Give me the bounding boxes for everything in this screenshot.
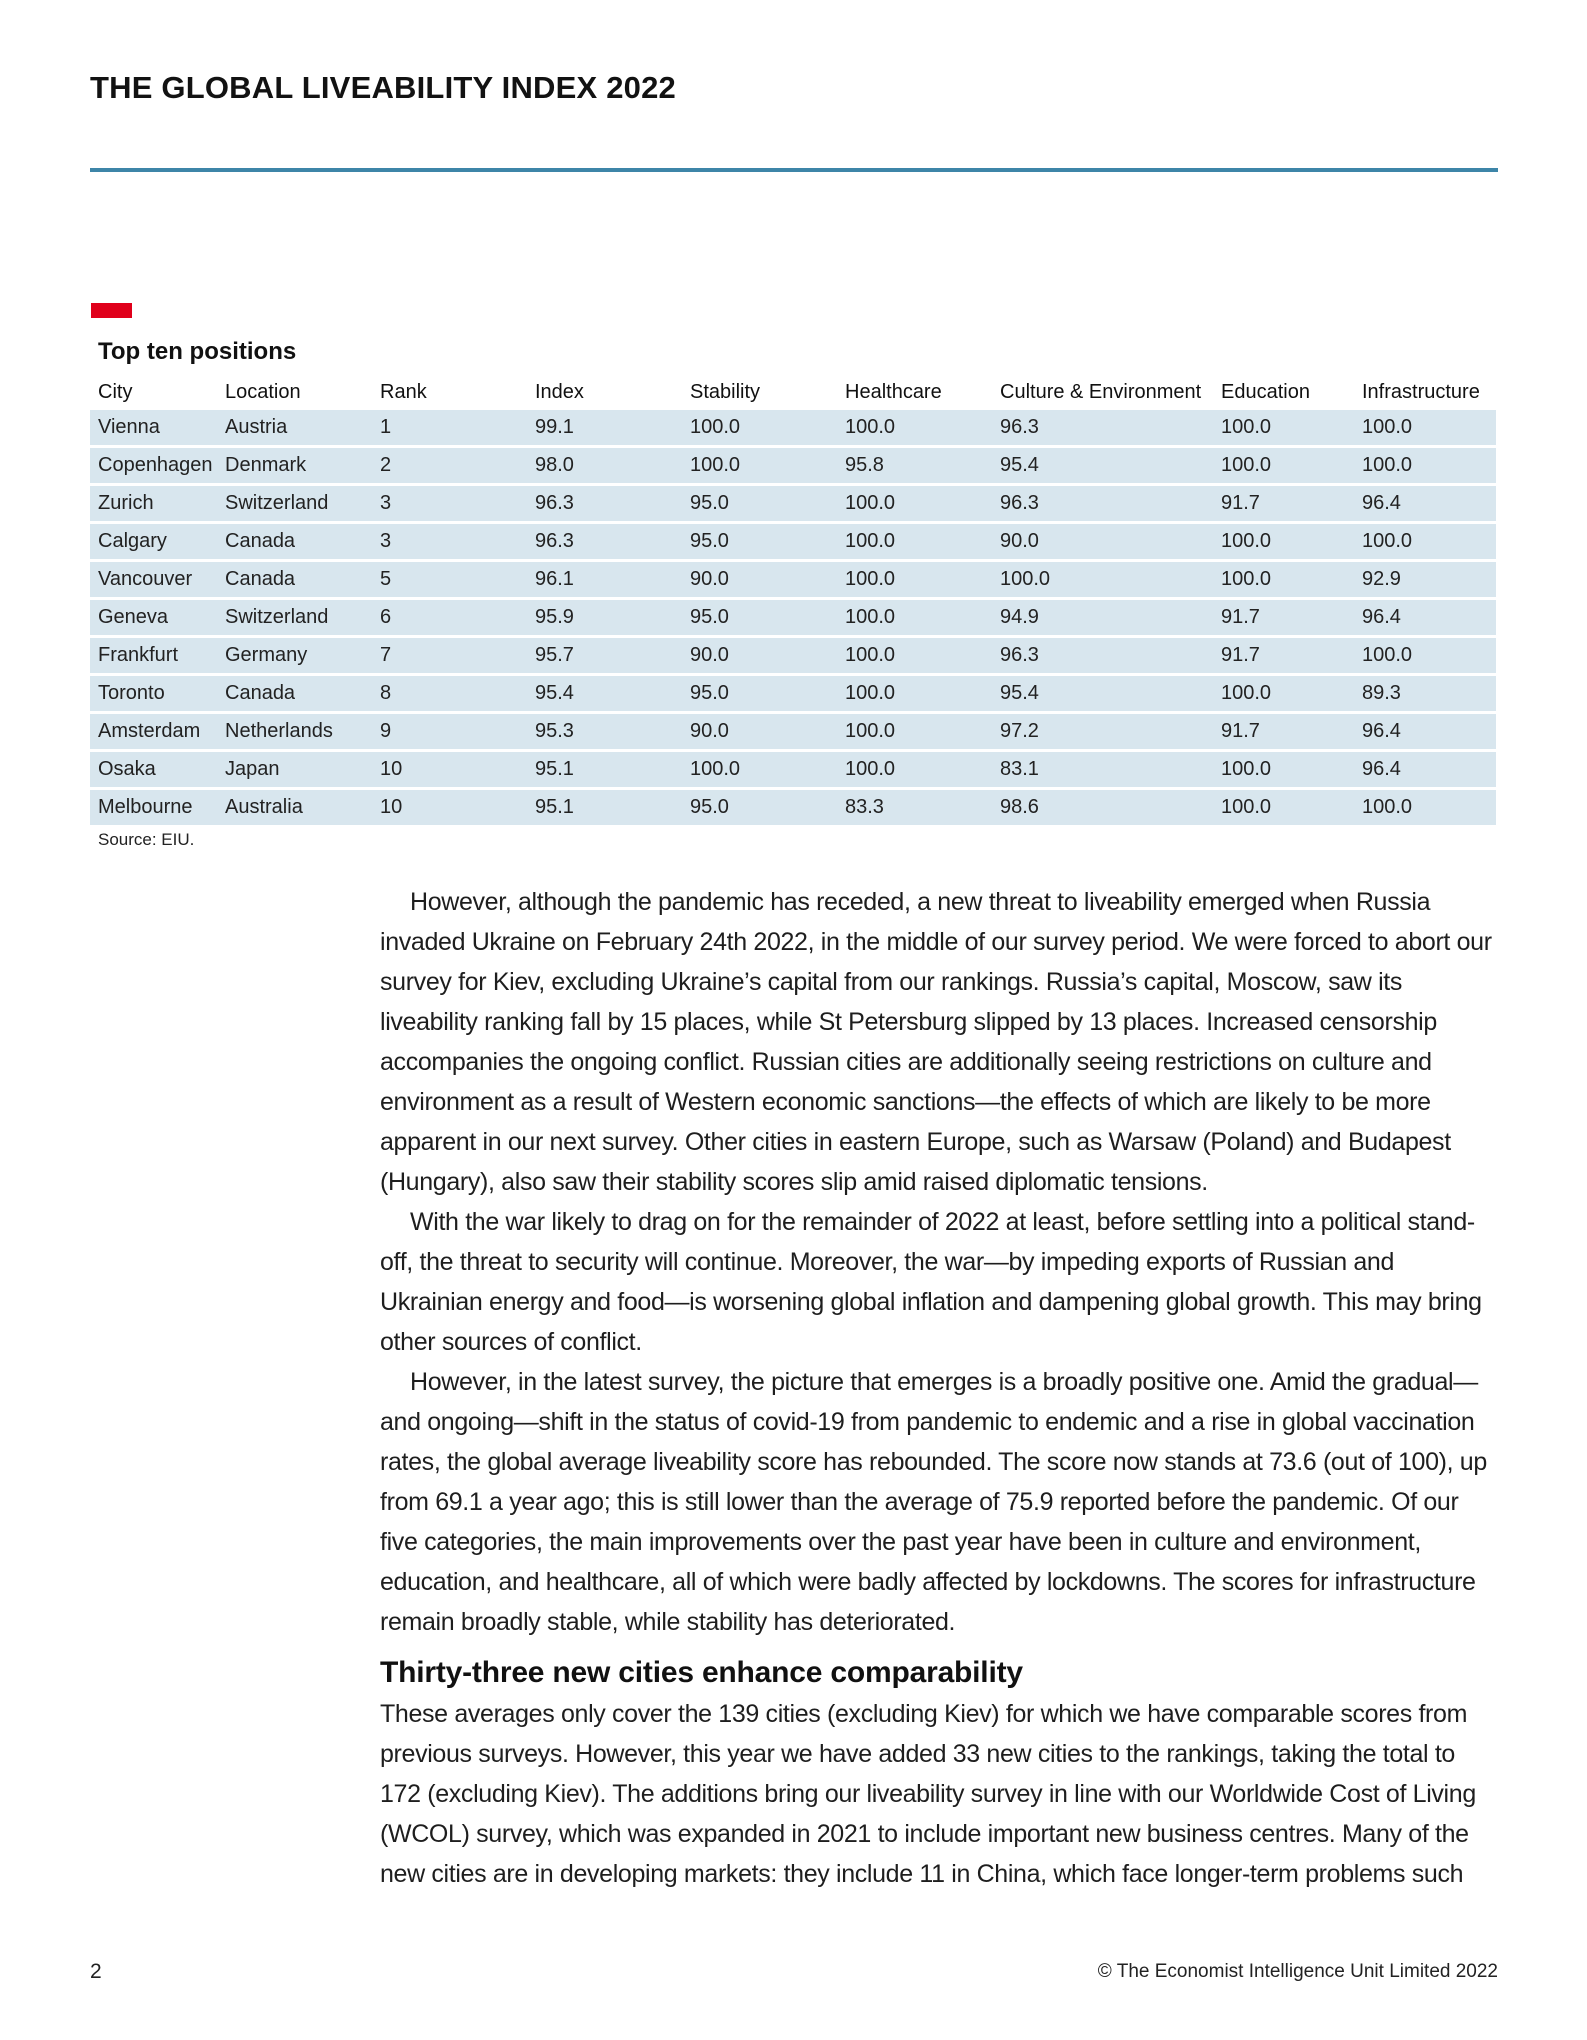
cell-location: Canada	[217, 524, 372, 562]
cell-location: Austria	[217, 410, 372, 448]
page-number: 2	[90, 1960, 102, 1983]
cell-culture-environment: 95.4	[992, 448, 1213, 486]
cell-infrastructure: 89.3	[1354, 676, 1496, 714]
cell-location: Switzerland	[217, 600, 372, 638]
cell-stability: 95.0	[682, 676, 837, 714]
table-row	[90, 752, 1496, 790]
cell-healthcare: 95.8	[837, 448, 992, 486]
cell-index: 99.1	[527, 410, 682, 448]
cell-stability: 95.0	[682, 790, 837, 828]
cell-index: 95.3	[527, 714, 682, 752]
cell-index: 95.9	[527, 600, 682, 638]
cell-index: 95.1	[527, 790, 682, 828]
cell-city: Amsterdam	[90, 714, 217, 752]
cell-healthcare: 100.0	[837, 600, 992, 638]
cell-healthcare: 100.0	[837, 714, 992, 752]
column-header-index: Index	[535, 380, 584, 403]
cell-infrastructure: 92.9	[1354, 562, 1496, 600]
cell-stability: 90.0	[682, 562, 837, 600]
paragraph: These averages only cover the 139 cities (excluding Kiev) for which we have comparable scores from previous surveys. However, this year we have added 33 new cities to the rankings, taking the total to 172 (excluding Kiev). The additions bring our liveability survey in line with our Worldwide Cost of Living (WCOL) survey, which was expanded in 2021 to include important new business centres. Many of the new cities are in developing markets: they include 11 in China, which face longer-term problems such	[380, 1700, 1476, 1888]
cell-city: Geneva	[90, 600, 217, 638]
copyright-notice: © The Economist Intelligence Unit Limited 2022	[1097, 1961, 1498, 1982]
cell-rank: 10	[372, 752, 527, 790]
cell-index: 95.4	[527, 676, 682, 714]
cell-healthcare: 100.0	[837, 562, 992, 600]
cell-culture-environment: 96.3	[992, 638, 1213, 676]
cell-index: 95.7	[527, 638, 682, 676]
cell-education: 91.7	[1213, 714, 1354, 752]
column-header-location: Location	[225, 380, 301, 403]
page-title: THE GLOBAL LIVEABILITY INDEX 2022	[90, 70, 676, 105]
cell-stability: 90.0	[682, 714, 837, 752]
column-header-city: City	[98, 380, 133, 403]
cell-location: Denmark	[217, 448, 372, 486]
cell-education: 100.0	[1213, 524, 1354, 562]
table-row	[90, 448, 1496, 486]
header-divider	[90, 168, 1498, 172]
cell-rank: 6	[372, 600, 527, 638]
cell-rank: 8	[372, 676, 527, 714]
cell-index: 95.1	[527, 752, 682, 790]
section-marker	[91, 303, 132, 318]
cell-index: 96.1	[527, 562, 682, 600]
table-row	[90, 676, 1496, 714]
cell-healthcare: 100.0	[837, 676, 992, 714]
article-body	[380, 882, 1500, 1894]
cell-healthcare: 100.0	[837, 524, 992, 562]
cell-culture-environment: 96.3	[992, 486, 1213, 524]
cell-infrastructure: 100.0	[1354, 638, 1496, 676]
cell-culture-environment: 97.2	[992, 714, 1213, 752]
cell-city: Toronto	[90, 676, 217, 714]
cell-education: 91.7	[1213, 638, 1354, 676]
cell-location: Canada	[217, 676, 372, 714]
cell-city: Melbourne	[90, 790, 217, 828]
cell-infrastructure: 96.4	[1354, 486, 1496, 524]
column-header-stability: Stability	[690, 380, 761, 403]
cell-city: Vienna	[90, 410, 217, 448]
cell-stability: 95.0	[682, 486, 837, 524]
cell-rank: 5	[372, 562, 527, 600]
cell-city: Frankfurt	[90, 638, 217, 676]
cell-healthcare: 100.0	[837, 752, 992, 790]
cell-rank: 7	[372, 638, 527, 676]
cell-city: Calgary	[90, 524, 217, 562]
column-header-healthcare: Healthcare	[845, 380, 942, 403]
cell-healthcare: 100.0	[837, 638, 992, 676]
cell-rank: 3	[372, 524, 527, 562]
cell-healthcare: 83.3	[837, 790, 992, 828]
cell-index: 96.3	[527, 524, 682, 562]
cell-infrastructure: 100.0	[1354, 524, 1496, 562]
table-header-row	[90, 374, 1496, 410]
cell-education: 100.0	[1213, 562, 1354, 600]
table-row	[90, 410, 1496, 448]
cell-healthcare: 100.0	[837, 410, 992, 448]
column-header-culture-environment: Culture & Environment	[1000, 380, 1202, 403]
cell-stability: 90.0	[682, 638, 837, 676]
cell-index: 98.0	[527, 448, 682, 486]
top-ten-table	[90, 374, 1496, 828]
table-row	[90, 562, 1496, 600]
cell-education: 100.0	[1213, 790, 1354, 828]
cell-city: Copenhagen	[90, 448, 217, 486]
cell-culture-environment: 98.6	[992, 790, 1213, 828]
cell-index: 96.3	[527, 486, 682, 524]
section-heading: Thirty-three new cities enhance comparability	[380, 1656, 1023, 1689]
cell-stability: 95.0	[682, 600, 837, 638]
cell-stability: 95.0	[682, 524, 837, 562]
cell-culture-environment: 96.3	[992, 410, 1213, 448]
cell-infrastructure: 100.0	[1354, 410, 1496, 448]
cell-infrastructure: 96.4	[1354, 752, 1496, 790]
cell-education: 91.7	[1213, 600, 1354, 638]
cell-infrastructure: 100.0	[1354, 790, 1496, 828]
table-row	[90, 524, 1496, 562]
cell-location: Germany	[217, 638, 372, 676]
cell-culture-environment: 83.1	[992, 752, 1213, 790]
column-header-rank: Rank	[380, 380, 427, 403]
table-row	[90, 714, 1496, 752]
cell-location: Australia	[217, 790, 372, 828]
cell-stability: 100.0	[682, 752, 837, 790]
cell-culture-environment: 95.4	[992, 676, 1213, 714]
cell-education: 100.0	[1213, 410, 1354, 448]
cell-stability: 100.0	[682, 448, 837, 486]
table-row	[90, 600, 1496, 638]
table-source: Source: EIU.	[98, 830, 195, 849]
column-header-education: Education	[1221, 380, 1310, 403]
cell-rank: 10	[372, 790, 527, 828]
cell-culture-environment: 90.0	[992, 524, 1213, 562]
cell-education: 100.0	[1213, 676, 1354, 714]
cell-city: Vancouver	[90, 562, 217, 600]
cell-stability: 100.0	[682, 410, 837, 448]
cell-infrastructure: 100.0	[1354, 448, 1496, 486]
cell-city: Osaka	[90, 752, 217, 790]
cell-education: 100.0	[1213, 448, 1354, 486]
cell-healthcare: 100.0	[837, 486, 992, 524]
cell-infrastructure: 96.4	[1354, 600, 1496, 638]
cell-rank: 2	[372, 448, 527, 486]
cell-location: Netherlands	[217, 714, 372, 752]
paragraph: With the war likely to drag on for the remainder of 2022 at least, before settling into a political stand-off, the threat to security will continue. Moreover, the war—by impeding exports of Russian and Ukrainian energy and food—is worsening global inflation and dampening global growth. This may bring other sources of conflict.	[380, 1208, 1482, 1356]
paragraph: However, in the latest survey, the picture that emerges is a broadly positive one. Amid the gradual—and ongoing—shift in the status of covid-19 from pandemic to endemic and a rise in global vaccination rates, the global average liveability score has rebounded. The score now stands at 73.6 (out of 100), up from 69.1 a year ago; this is still lower than the average of 75.9 reported before the pandemic. Of our five categories, the main improvements over the past year have been in culture and environment, education, and healthcare, all of which were badly affected by lockdowns. The scores for infrastructure remain broadly stable, while stability has deteriorated.	[380, 1368, 1487, 1636]
cell-location: Japan	[217, 752, 372, 790]
cell-culture-environment: 94.9	[992, 600, 1213, 638]
cell-rank: 3	[372, 486, 527, 524]
cell-location: Canada	[217, 562, 372, 600]
cell-education: 100.0	[1213, 752, 1354, 790]
cell-location: Switzerland	[217, 486, 372, 524]
table-body	[90, 410, 1496, 828]
cell-rank: 9	[372, 714, 527, 752]
cell-rank: 1	[372, 410, 527, 448]
table-title: Top ten positions	[98, 338, 297, 365]
table-row	[90, 486, 1496, 524]
cell-city: Zurich	[90, 486, 217, 524]
paragraph: However, although the pandemic has receded, a new threat to liveability emerged when Russia invaded Ukraine on February 24th 2022, in the middle of our survey period. We were forced to abort our survey for Kiev, excluding Ukraine’s capital from our rankings. Russia’s capital, Moscow, saw its liveability ranking fall by 15 places, while St Petersburg slipped by 13 places. Increased censorship accompanies the ongoing conflict. Russian cities are additionally seeing restrictions on culture and environment as a result of Western economic sanctions—the effects of which are likely to be more apparent in our next survey. Other cities in eastern Europe, such as Warsaw (Poland) and Budapest (Hungary), also saw their stability scores slip amid raised diplomatic tensions.	[380, 888, 1492, 1196]
column-header-infrastructure: Infrastructure	[1362, 380, 1480, 403]
cell-culture-environment: 100.0	[992, 562, 1213, 600]
table-row	[90, 638, 1496, 676]
table-row	[90, 790, 1496, 828]
cell-infrastructure: 96.4	[1354, 714, 1496, 752]
cell-education: 91.7	[1213, 486, 1354, 524]
